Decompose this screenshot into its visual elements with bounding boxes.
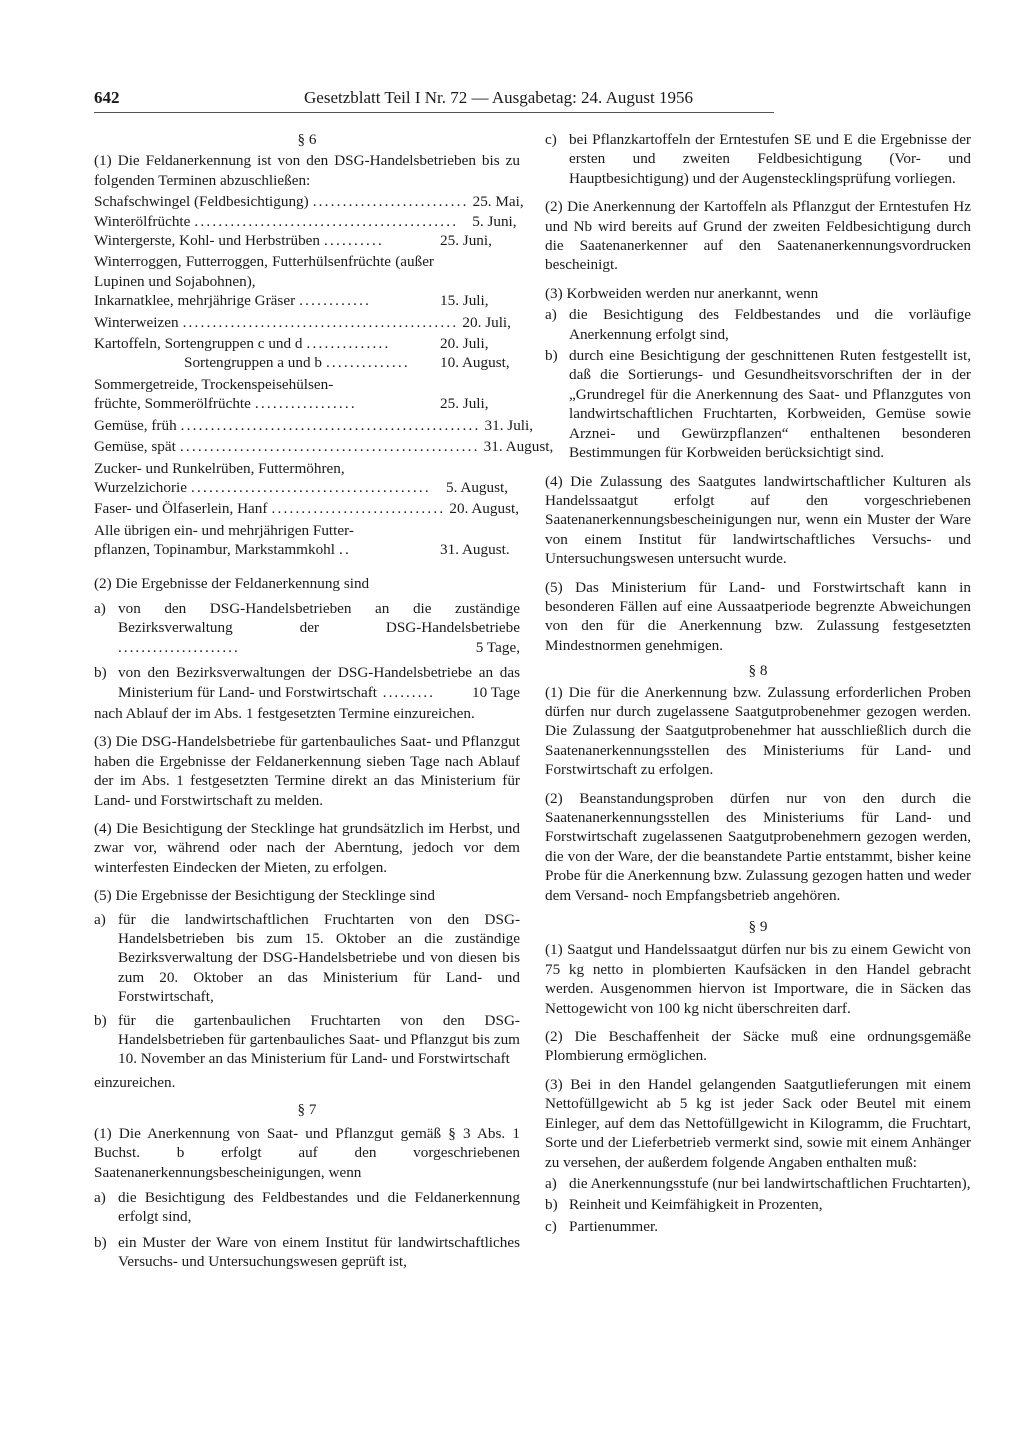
list-item bbox=[94, 1233, 520, 1272]
term-label: früchte, Sommerölfrüchte bbox=[94, 395, 251, 413]
list-text: von den DSG-Handelsbetrieben an die zuständige Bezirksverwaltung der DSG-Handelsbetriebe ..................... 5 Tage, bbox=[118, 599, 520, 656]
term-label: Winterroggen, Futterroggen, Futterhülsenfrüchte (außer Lupinen und Sojabohnen), bbox=[94, 253, 434, 290]
paragraph: nach Ablauf der im Abs. 1 festgesetzten Termine einzureichen. bbox=[94, 704, 475, 722]
term-date: 5. Juni, bbox=[472, 212, 517, 230]
term-label: Sortengruppen a und b bbox=[184, 354, 322, 372]
section-heading: § 6 bbox=[297, 131, 317, 148]
term-label: Winterweizen bbox=[94, 313, 179, 331]
term-label: Schafschwingel (Feldbesichtigung) bbox=[94, 193, 309, 211]
list-text: für die landwirtschaftlichen Fruchtarten von den DSG-Handelsbetrieben bis zum 15. Oktober an die zuständige Bezirksverwaltung der DSG-Handelsbetriebe und von diesen bis zum 20. Oktober an das Ministerium für Land- und Forstwirtschaft, bbox=[118, 910, 520, 1006]
list-item bbox=[545, 1195, 971, 1214]
term-label: Zucker- und Runkelrüben, Futtermöhren, bbox=[94, 459, 345, 477]
list-item bbox=[94, 1011, 520, 1069]
list-text: Reinheit und Keimfähigkeit in Prozenten, bbox=[569, 1196, 823, 1214]
term-row: Schafschwingel (Feldbesichtigung) .......................... 25. Mai, bbox=[94, 192, 520, 211]
list-item bbox=[545, 346, 971, 462]
term-label: Winterölfrüchte bbox=[94, 212, 191, 230]
page-number: 642 bbox=[94, 88, 120, 107]
section-heading: § 8 bbox=[748, 662, 768, 680]
list-marker: b) bbox=[545, 347, 558, 365]
paragraph: (5) Die Ergebnisse der Besichtigung der Stecklinge sind bbox=[94, 887, 435, 905]
list-item bbox=[94, 1188, 520, 1227]
list-text: für die gartenbaulichen Fruchtarten von den DSG-Handelsbetrieben für gartenbauliches Saat- und Pflanzgut bis zum 10. November an das Ministerium für Land- und Forstwirtschaft bbox=[118, 1011, 520, 1068]
list-item bbox=[545, 1217, 971, 1236]
list-text: die Anerkennungsstufe (nur bei landwirtschaftlichen Fruchtarten), bbox=[569, 1174, 971, 1192]
list-marker: b) bbox=[94, 1011, 107, 1029]
paragraph: (3) Bei in den Handel gelangenden Saatgutlieferungen mit einem Nettofüllgewicht ab 5 kg ist jeder Sack oder Beutel mit einem Einleger, auf dem das Nettofüllgewicht in Kilogramm, die Fruchtart, Sorte und der Lieferbetrieb vermerkt sind, sowie mit einem Anhänger zu versehen, der außerdem folgende Angaben enthalten muß: bbox=[545, 1075, 971, 1171]
list-text: die Besichtigung des Feldbestandes und die vorläufige Anerkennung erfolgt sind, bbox=[569, 306, 971, 343]
list-item bbox=[545, 130, 971, 188]
term-row: Gemüse, früh .................................................. 31. Juli, bbox=[94, 416, 520, 435]
term-table bbox=[94, 192, 554, 559]
paragraph: (1) Die Anerkennung von Saat- und Pflanzgut gemäß § 3 Abs. 1 Buchst. b erfolgt auf den vorgeschriebenen Saatenanerkennungsbescheinigungen, wenn bbox=[94, 1124, 520, 1181]
term-date: 20. Juli, bbox=[440, 335, 489, 353]
list-marker: b) bbox=[545, 1196, 558, 1214]
term-label: Inkarnatklee, mehrjährige Gräser bbox=[94, 292, 296, 310]
term-date: 20. Juli, bbox=[462, 313, 511, 331]
term-label: Kartoffeln, Sortengruppen c und d bbox=[94, 335, 303, 353]
term-date: 10. August, bbox=[440, 354, 510, 372]
list-text: die Besichtigung des Feldbestandes und die Feldanerkennung erfolgt sind, bbox=[118, 1188, 520, 1226]
list-text: bei Pflanzkartoffeln der Erntestufen SE und E die Ergebnisse der ersten und zweiten Feldbesichtigung (Vor- und Hauptbesichtigung) und der Augenstecklingsprüfung vorliegen. bbox=[569, 131, 971, 187]
term-row: Faser- und Ölfaserlein, Hanf ............................. 20. August, bbox=[94, 499, 520, 518]
section-heading: § 9 bbox=[748, 918, 768, 936]
list-marker: b) bbox=[94, 1233, 107, 1251]
term-label: Alle übrigen ein- und mehrjährigen Futter- bbox=[94, 521, 354, 539]
list-text: durch eine Besichtigung der geschnittenen Ruten festgestellt ist, daß die Sortierungs- und Gesundheitsvorschriften der in der „Grundregel für die Anerkennung des Saat- und Pflanzgutes von landwirtschaftlichen Fruchtarten, Korbweiden, Gemüse sowie Arznei- und Gewürzpflanzen“ enthaltenen besonderen Bestimmungen für Korbweiden berücksichtigt sind. bbox=[569, 347, 971, 462]
list-text: ein Muster der Ware von einem Institut für landwirtschaftliches Versuchs- und Untersuchungswesen geprüft ist, bbox=[118, 1233, 520, 1271]
paragraph: (1) Die Feldanerkennung ist von den DSG-Handelsbetrieben bis zu folgenden Terminen abzuschließen: bbox=[94, 152, 520, 189]
list-marker: c) bbox=[545, 131, 557, 148]
right-column bbox=[545, 130, 971, 1238]
paragraph: (3) Die DSG-Handelsbetriebe für gartenbauliches Saat- und Pflanzgut haben die Ergebnisse der Feldanerkennung sieben Tage nach Ablauf der im Abs. 1 festgesetzten Termine direkt an das Ministerium für Land- und Forstwirtschaft zu melden. bbox=[94, 733, 520, 809]
list-marker: a) bbox=[545, 1174, 557, 1192]
term-row: Winterölfrüchte ............................................ 5. Juni, bbox=[94, 212, 520, 231]
list-text: Partienummer. bbox=[569, 1217, 658, 1235]
term-row: Sortengruppen a und b .............. 10. August, bbox=[94, 353, 520, 372]
list-item bbox=[545, 305, 971, 344]
duration: 5 Tage, bbox=[475, 638, 520, 656]
term-label: Gemüse, früh bbox=[94, 416, 177, 434]
term-row: Gemüse, spät .................................................. 31. August, bbox=[94, 437, 520, 456]
header-title: Gesetzblatt Teil I Nr. 72 — Ausgabetag: 24. August 1956 bbox=[304, 88, 693, 107]
term-date: 15. Juli, bbox=[440, 292, 489, 310]
paragraph: (1) Die für die Anerkennung bzw. Zulassung erforderlichen Proben dürfen nur durch zugelassene Saatgutprobenehmer gezogen werden. Die Zulassung der Saatgutprobenehmer hat ausschließlich durch die Saatenanerkennungsstellen des Ministeriums für Land- und Forstwirtschaft zu erfolgen. bbox=[545, 683, 971, 779]
term-label: Faser- und Ölfaserlein, Hanf bbox=[94, 500, 268, 518]
paragraph: einzureichen. bbox=[94, 1073, 176, 1091]
term-label: Wurzelzichorie bbox=[94, 478, 187, 496]
term-row: Sommergetreide, Trockenspeisehülsen- früchte, Sommerölfrüchte ................. 25. Juli, bbox=[94, 375, 520, 414]
term-row: Wintergerste, Kohl- und Herbstrüben .......... 25. Juni, bbox=[94, 231, 520, 250]
term-date: 31. August. bbox=[440, 541, 510, 559]
paragraph: (5) Das Ministerium für Land- und Forstwirtschaft kann in besonderen Fällen auf eine Aussaatperiode begrenzte Abweichungen von den für die Anerkennung bzw. Zulassung festgesetzten Mindestnormen genehmigen. bbox=[545, 578, 971, 654]
paragraph: (2) Beanstandungsproben dürfen nur von den durch die Saatenanerkennungsstellen des Ministeriums für Land- und Forstwirtschaft zugelassenen Saatgutprobenehmern gezogen werden, die von der Ware, der die beanstandete Partie entstammt, bisher keine Probe für die Anerkennung bzw. Zulassung gezogen hatten und weder dem Versand- noch Empfangsbetrieb angehören. bbox=[545, 789, 971, 904]
list-item bbox=[545, 1174, 971, 1193]
list-marker: a) bbox=[545, 306, 557, 324]
list-marker: c) bbox=[545, 1217, 557, 1235]
term-row: Winterweizen .............................................. 20. Juli, bbox=[94, 313, 520, 332]
term-row: Winterroggen, Futterroggen, Futterhülsenfrüchte (außer Lupinen und Sojabohnen), Inkarnatklee, mehrjährige Gräser ............ 15. Juli, bbox=[94, 252, 520, 310]
paragraph: (1) Saatgut und Handelssaatgut dürfen nur bis zu einem Gewicht von 75 kg netto in plombierten Kaufsäcken in den Handel gebracht werden. Ausgenommen hiervon ist Importware, die in Säcken das Nettogewicht von 100 kg nicht überschreiten darf. bbox=[545, 941, 971, 1017]
term-label: Wintergerste, Kohl- und Herbstrüben bbox=[94, 232, 321, 250]
term-date: 20. August, bbox=[449, 500, 519, 518]
term-row: Zucker- und Runkelrüben, Futtermöhren, Wurzelzichorie ........................................ 5. August, bbox=[94, 459, 520, 498]
paragraph: (2) Die Anerkennung der Kartoffeln als Pflanzgut der Erntestufen Hz und Nb wird bereits auf Grund der zweiten Feldbesichtigung durch die Saatenanerkenner auf den Saatenanerkennungsvordrucken bescheinigt. bbox=[545, 198, 971, 274]
term-date: 5. August, bbox=[446, 478, 509, 496]
header-rule bbox=[94, 112, 774, 113]
left-column bbox=[94, 130, 554, 1274]
list-item bbox=[94, 663, 520, 702]
duration: 10 Tage bbox=[471, 683, 520, 701]
term-date: 25. Juli, bbox=[440, 395, 489, 413]
term-label: Gemüse, spät bbox=[94, 438, 176, 456]
section-heading: § 7 bbox=[297, 1101, 317, 1119]
term-row: Alle übrigen ein- und mehrjährigen Futter- pflanzen, Topinambur, Markstammkohl .. 31. August. bbox=[94, 521, 520, 560]
term-date: 31. August, bbox=[483, 438, 554, 456]
term-row: Kartoffeln, Sortengruppen c und d .............. 20. Juli, bbox=[94, 334, 520, 353]
list-item bbox=[94, 599, 520, 657]
paragraph: (2) Die Beschaffenheit der Säcke muß eine ordnungsgemäße Plombierung ermöglichen. bbox=[545, 1028, 971, 1065]
paragraph: (3) Korbweiden werden nur anerkannt, wenn bbox=[545, 284, 819, 302]
term-date: 25. Juni, bbox=[440, 232, 492, 250]
paragraph: (4) Die Besichtigung der Stecklinge hat grundsätzlich im Herbst, und zwar vor, während oder nach der Aberntung, jedoch vor dem winterfesten Eindecken der Mieten, zu erfolgen. bbox=[94, 820, 520, 876]
list-marker: a) bbox=[94, 599, 106, 617]
list-marker: a) bbox=[94, 910, 106, 928]
list-item bbox=[94, 910, 520, 1007]
term-date: 31. Juli, bbox=[484, 416, 534, 434]
list-marker: a) bbox=[94, 1188, 106, 1206]
paragraph: (4) Die Zulassung des Saatgutes landwirtschaftlicher Kulturen als Handelssaatgut erfolgt auf den vorgeschriebenen Saatenanerkennungsbescheinigungen nur, wenn ein Muster der Ware von einem Institut für landwirtschaftliches Versuchs- und Untersuchungswesen untersucht wurde. bbox=[545, 472, 971, 568]
term-label: Sommergetreide, Trockenspeisehülsen- bbox=[94, 375, 334, 393]
list-marker: b) bbox=[94, 664, 107, 682]
paragraph: (2) Die Ergebnisse der Feldanerkennung sind bbox=[94, 574, 370, 592]
list-text: von den Bezirksverwaltungen der DSG-Handelsbetriebe an das Ministerium für Land- und Forstwirtschaft ......... 10 Tage bbox=[118, 664, 520, 701]
term-label: pflanzen, Topinambur, Markstammkohl bbox=[94, 541, 335, 559]
term-date: 25. Mai, bbox=[472, 193, 524, 211]
